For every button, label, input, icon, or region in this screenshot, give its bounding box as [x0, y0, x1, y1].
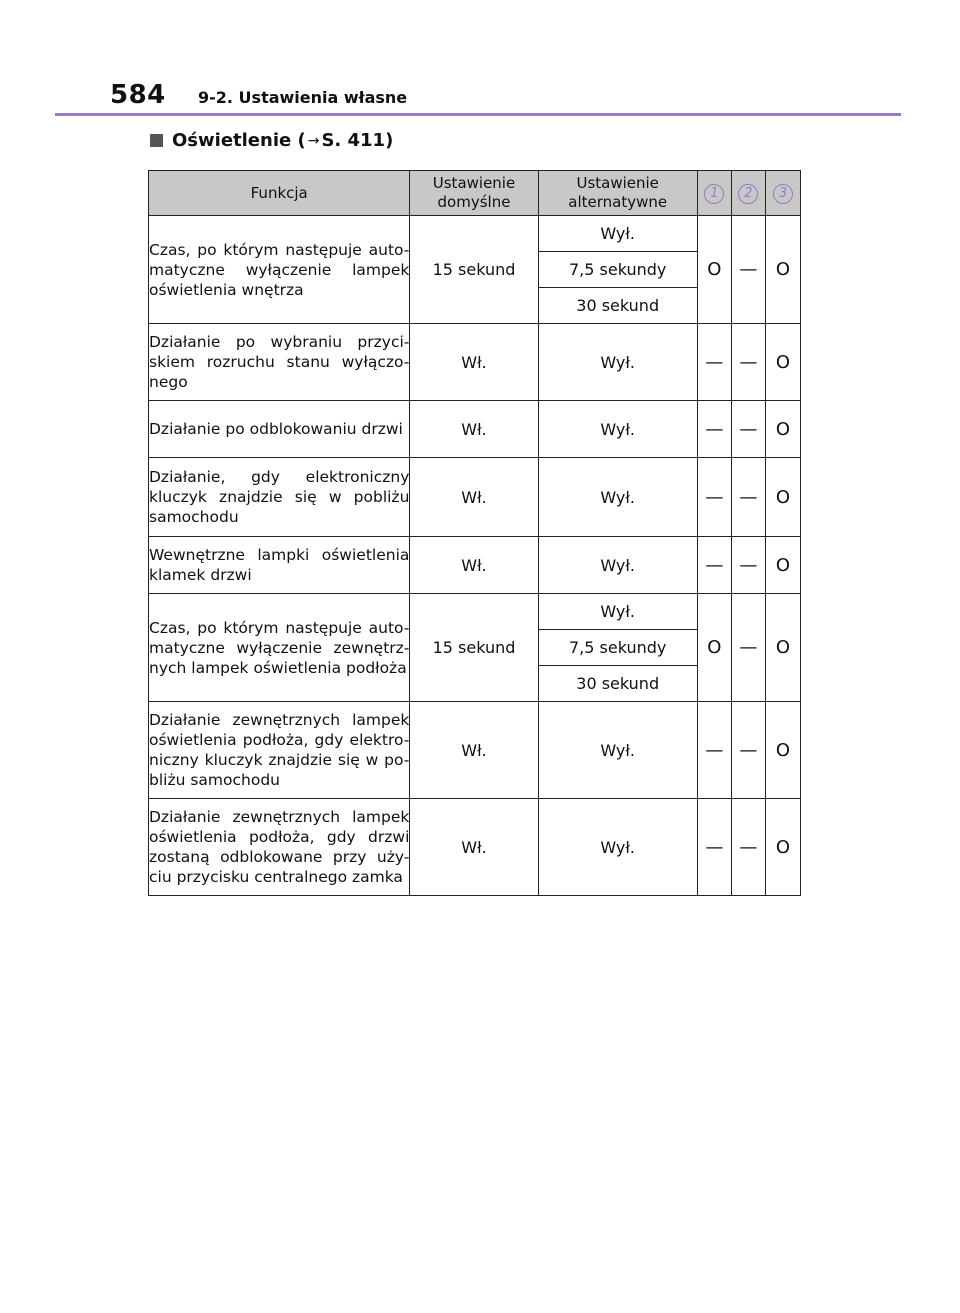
alternative-cell: Wył.	[538, 324, 697, 401]
default-cell: 15 sekund	[410, 216, 538, 324]
table-row	[149, 458, 801, 537]
alternative-cell: Wył.	[538, 401, 697, 458]
setting-mark-c3	[765, 537, 800, 594]
alternative-cell: Wył.	[538, 702, 697, 799]
setting-mark-c1	[697, 216, 731, 324]
setting-mark-c2	[731, 537, 765, 594]
settings-table	[148, 170, 801, 896]
table-header-row	[149, 171, 801, 216]
circle-mark-icon: O	[707, 637, 722, 658]
function-cell: Działanie po wybraniu przyci-skiem rozruchu stanu wyłączo-nego	[149, 324, 410, 401]
dash-mark-icon: —	[739, 836, 758, 858]
dash-mark-icon: —	[705, 554, 724, 576]
function-cell: Działanie po odblokowaniu drzwi	[149, 401, 410, 458]
table-row	[149, 324, 801, 401]
dash-mark-icon: —	[739, 486, 758, 508]
setting-mark-c1	[697, 594, 731, 702]
table-row	[149, 594, 801, 630]
alternative-cell: 30 sekund	[538, 666, 697, 702]
header-col1	[697, 171, 731, 216]
header-rule	[55, 113, 901, 116]
table-row	[149, 799, 801, 896]
default-cell: Wł.	[410, 702, 538, 799]
setting-mark-c1	[697, 702, 731, 799]
function-cell: Czas, po którym następuje auto-matyczne wyłączenie zewnętrz-nych lampek oświetlenia podłoża	[149, 594, 410, 702]
alternative-cell: Wył.	[538, 594, 697, 630]
dash-mark-icon: —	[739, 554, 758, 576]
setting-mark-c1	[697, 324, 731, 401]
setting-mark-c1	[697, 799, 731, 896]
setting-mark-c3	[765, 799, 800, 896]
function-cell: Wewnętrzne lampki oświetlenia klamek drzwi	[149, 537, 410, 594]
default-cell: Wł.	[410, 537, 538, 594]
dash-mark-icon: —	[739, 351, 758, 373]
dash-mark-icon: —	[739, 739, 758, 761]
circle-mark-icon: O	[775, 486, 791, 508]
section-page-ref[interactable]: S. 411)	[321, 130, 394, 151]
square-bullet-icon	[150, 134, 163, 147]
default-cell: 15 sekund	[410, 594, 538, 702]
setting-mark-c2	[731, 799, 765, 896]
circled-three-icon: 3	[773, 184, 793, 204]
header-function: Funkcja	[149, 171, 410, 216]
circled-one-icon: 1	[704, 184, 724, 204]
arrow-right-icon: →	[307, 132, 320, 149]
setting-mark-c3	[765, 324, 800, 401]
header-col2	[731, 171, 765, 216]
alternative-cell: Wył.	[538, 216, 697, 252]
dash-mark-icon: —	[739, 418, 758, 440]
default-cell: Wł.	[410, 401, 538, 458]
setting-mark-c3	[765, 594, 800, 702]
alternative-cell: 7,5 sekundy	[538, 252, 697, 288]
alternative-cell: Wył.	[538, 799, 697, 896]
circle-mark-icon: O	[775, 637, 791, 658]
circle-mark-icon: O	[775, 554, 791, 576]
function-cell: Działanie, gdy elektroniczny kluczyk znajdzie się w pobliżu samochodu	[149, 458, 410, 537]
default-cell: Wł.	[410, 458, 538, 537]
circle-mark-icon: O	[775, 418, 791, 440]
dash-mark-icon: —	[739, 259, 758, 280]
setting-mark-c2	[731, 216, 765, 324]
setting-mark-c2	[731, 702, 765, 799]
dash-mark-icon: —	[739, 637, 758, 658]
setting-mark-c2	[731, 324, 765, 401]
dash-mark-icon: —	[705, 351, 724, 373]
default-cell: Wł.	[410, 324, 538, 401]
alternative-cell: 7,5 sekundy	[538, 630, 697, 666]
function-cell: Działanie zewnętrznych lampek oświetlenia podłoża, gdy elektro-niczny kluczyk znajdzie się w po-bliżu samochodu	[149, 702, 410, 799]
header-alternative: Ustawienie alternatywne	[538, 171, 697, 216]
circle-mark-icon: O	[775, 259, 791, 280]
setting-mark-c3	[765, 702, 800, 799]
dash-mark-icon: —	[705, 739, 724, 761]
default-cell: Wł.	[410, 799, 538, 896]
header-default: Ustawienie domyślne	[410, 171, 538, 216]
circle-mark-icon: O	[707, 259, 722, 280]
table-row	[149, 537, 801, 594]
setting-mark-c1	[697, 537, 731, 594]
function-cell: Działanie zewnętrznych lampek oświetlenia podłoża, gdy drzwi zostaną odblokowane przy uży-ciu przycisku centralnego zamka	[149, 799, 410, 896]
table-row	[149, 401, 801, 458]
alternative-cell: Wył.	[538, 537, 697, 594]
circled-two-icon: 2	[738, 184, 758, 204]
setting-mark-c3	[765, 216, 800, 324]
page-number: 584	[110, 80, 166, 110]
dash-mark-icon: —	[705, 486, 724, 508]
setting-mark-c2	[731, 401, 765, 458]
header-col3	[765, 171, 800, 216]
setting-mark-c2	[731, 594, 765, 702]
setting-mark-c2	[731, 458, 765, 537]
section-title-prefix: Oświetlenie (	[172, 130, 306, 151]
function-cell: Czas, po którym następuje auto-matyczne wyłączenie lampek oświetlenia wnętrza	[149, 216, 410, 324]
setting-mark-c1	[697, 458, 731, 537]
setting-mark-c3	[765, 401, 800, 458]
circle-mark-icon: O	[775, 739, 791, 761]
circle-mark-icon: O	[775, 351, 791, 373]
circle-mark-icon: O	[775, 836, 791, 858]
table-row	[149, 216, 801, 252]
section-heading	[150, 130, 393, 151]
alternative-cell: Wył.	[538, 458, 697, 537]
chapter-title: 9-2. Ustawienia własne	[198, 88, 408, 107]
alternative-cell: 30 sekund	[538, 288, 697, 324]
dash-mark-icon: —	[705, 836, 724, 858]
setting-mark-c1	[697, 401, 731, 458]
table-row	[149, 702, 801, 799]
dash-mark-icon: —	[705, 418, 724, 440]
setting-mark-c3	[765, 458, 800, 537]
